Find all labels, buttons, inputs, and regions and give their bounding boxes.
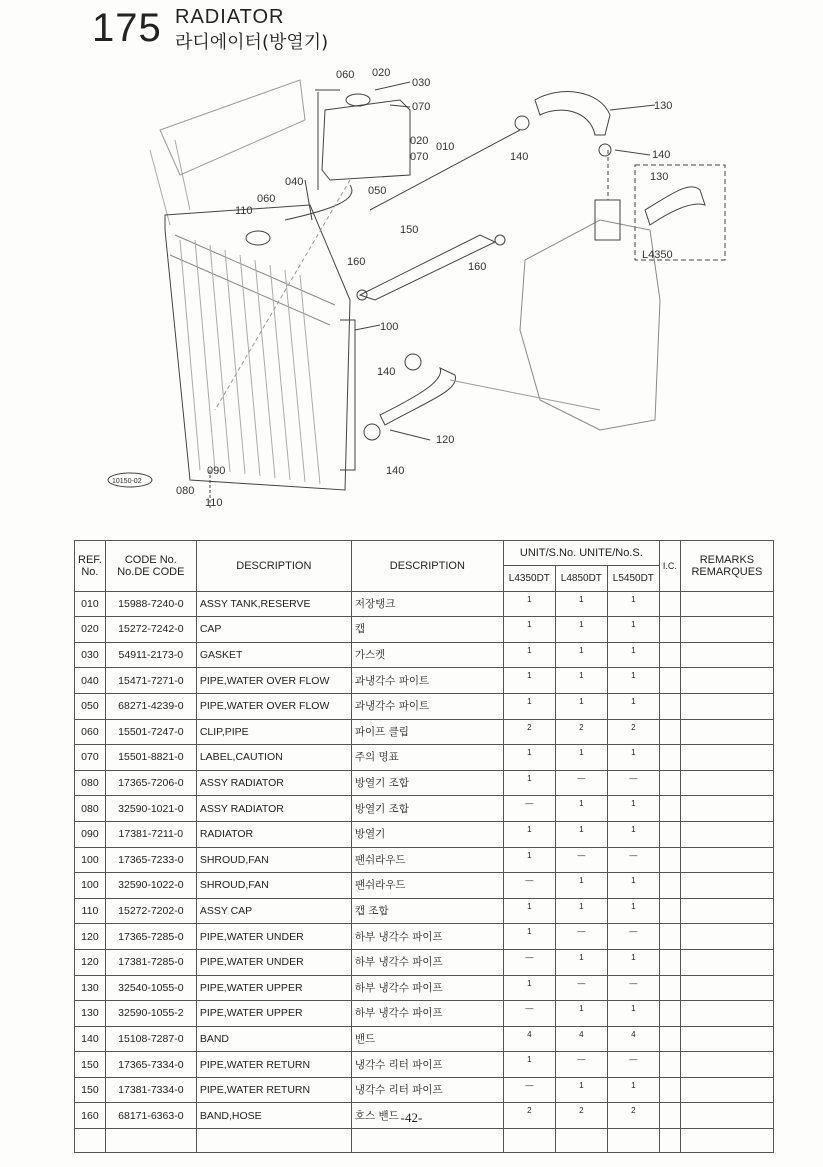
- ic-cell: [659, 1052, 680, 1078]
- ref-cell: 100: [75, 847, 106, 873]
- qty-cell: 1: [607, 668, 659, 694]
- remarks-cell: [680, 770, 773, 796]
- code-cell: 32590-1055-2: [105, 1001, 196, 1027]
- qty-cell: —: [607, 975, 659, 1001]
- description-cell: PIPE,WATER RETURN: [196, 1077, 351, 1103]
- table-row: [75, 745, 774, 771]
- code-cell: 17365-7285-0: [105, 924, 196, 950]
- remarks-cell: [680, 949, 773, 975]
- callout: 110: [205, 497, 223, 509]
- remarks-cell: [680, 796, 773, 822]
- korean-description-cell: 방열기 조합: [351, 796, 503, 822]
- ref-cell: 120: [75, 949, 106, 975]
- qty-cell: 1: [503, 745, 555, 771]
- ic-cell: [659, 949, 680, 975]
- table-row: [75, 847, 774, 873]
- ic-cell: [659, 1001, 680, 1027]
- korean-description-cell: 밴드: [351, 1026, 503, 1052]
- qty-cell: 1: [555, 821, 607, 847]
- remarks-cell: [680, 1052, 773, 1078]
- qty-cell: —: [503, 873, 555, 899]
- callout: 120: [436, 434, 455, 446]
- qty-cell: 1: [607, 642, 659, 668]
- empty-cell: [607, 1129, 659, 1153]
- qty-cell: 1: [555, 617, 607, 643]
- code-cell: 15108-7287-0: [105, 1026, 196, 1052]
- code-cell: 32590-1022-0: [105, 873, 196, 899]
- qty-cell: 1: [555, 949, 607, 975]
- remarks-cell: [680, 975, 773, 1001]
- qty-cell: 1: [555, 796, 607, 822]
- qty-cell: 4: [607, 1026, 659, 1052]
- header-ic: I.C.: [659, 541, 680, 592]
- ic-cell: [659, 719, 680, 745]
- callout: 060: [257, 193, 276, 205]
- qty-cell: 2: [503, 719, 555, 745]
- callout: 100: [380, 321, 399, 333]
- empty-cell: [659, 1129, 680, 1153]
- remarks-cell: [680, 719, 773, 745]
- qty-cell: 2: [607, 719, 659, 745]
- qty-cell: 1: [555, 693, 607, 719]
- ref-cell: 130: [75, 975, 106, 1001]
- table-row: [75, 770, 774, 796]
- header-description-kr: DESCRIPTION: [351, 541, 503, 592]
- korean-description-cell: 가스켓: [351, 642, 503, 668]
- ic-cell: [659, 617, 680, 643]
- ref-cell: 030: [75, 642, 106, 668]
- qty-cell: —: [555, 975, 607, 1001]
- qty-cell: —: [555, 770, 607, 796]
- callout: 130: [650, 171, 669, 183]
- callout: 140: [510, 151, 529, 163]
- description-cell: PIPE,WATER RETURN: [196, 1052, 351, 1078]
- code-cell: 32540-1055-0: [105, 975, 196, 1001]
- callout: 150: [400, 224, 419, 236]
- remarks-cell: [680, 898, 773, 924]
- header-code: CODE No. No.DE CODE: [105, 541, 196, 592]
- qty-cell: 1: [503, 1052, 555, 1078]
- qty-cell: 1: [607, 821, 659, 847]
- qty-cell: 1: [607, 873, 659, 899]
- empty-cell: [75, 1129, 106, 1153]
- ref-cell: 020: [75, 617, 106, 643]
- callout: 020: [372, 67, 391, 79]
- callout: 070: [410, 151, 429, 163]
- ref-cell: 040: [75, 668, 106, 694]
- table-row: [75, 924, 774, 950]
- ref-cell: 130: [75, 1001, 106, 1027]
- korean-description-cell: 하부 냉각수 파이프: [351, 975, 503, 1001]
- header-remarks: REMARKS REMARQUES: [680, 541, 773, 592]
- page-title: RADIATOR: [175, 6, 285, 28]
- remarks-cell: [680, 847, 773, 873]
- qty-cell: 2: [503, 1103, 555, 1129]
- table-row: [75, 1077, 774, 1103]
- code-cell: 17365-7206-0: [105, 770, 196, 796]
- qty-cell: —: [555, 847, 607, 873]
- table-row: [75, 1026, 774, 1052]
- table-row: [75, 617, 774, 643]
- header-description-en: DESCRIPTION: [196, 541, 351, 592]
- callout: 140: [652, 149, 671, 161]
- description-cell: PIPE,WATER UPPER: [196, 975, 351, 1001]
- ic-cell: [659, 770, 680, 796]
- ref-cell: 010: [75, 591, 106, 617]
- qty-cell: 1: [555, 668, 607, 694]
- table-row: [75, 591, 774, 617]
- code-cell: 15501-7247-0: [105, 719, 196, 745]
- description-cell: ASSY CAP: [196, 898, 351, 924]
- ref-cell: 150: [75, 1077, 106, 1103]
- qty-cell: 1: [607, 591, 659, 617]
- callout: 090: [207, 465, 226, 477]
- qty-cell: 1: [555, 1001, 607, 1027]
- callout: 160: [468, 261, 487, 273]
- korean-description-cell: 팬쉬라우드: [351, 847, 503, 873]
- callout: 080: [176, 485, 195, 497]
- qty-cell: 1: [607, 1077, 659, 1103]
- table-row: [75, 949, 774, 975]
- remarks-cell: [680, 642, 773, 668]
- remarks-cell: [680, 591, 773, 617]
- korean-description-cell: 하부 냉각수 파이프: [351, 1001, 503, 1027]
- qty-cell: 1: [503, 898, 555, 924]
- qty-cell: 1: [555, 1077, 607, 1103]
- description-cell: GASKET: [196, 642, 351, 668]
- callout: 020: [410, 135, 429, 147]
- callout: 030: [412, 77, 431, 89]
- code-cell: 15988-7240-0: [105, 591, 196, 617]
- ic-cell: [659, 873, 680, 899]
- inset-label: L4350: [642, 249, 673, 261]
- description-cell: SHROUD,FAN: [196, 847, 351, 873]
- description-cell: LABEL,CAUTION: [196, 745, 351, 771]
- qty-cell: —: [607, 847, 659, 873]
- korean-description-cell: 호스 밴드: [351, 1103, 503, 1129]
- qty-cell: 2: [607, 1103, 659, 1129]
- ref-cell: 090: [75, 821, 106, 847]
- empty-cell: [351, 1129, 503, 1153]
- qty-cell: 1: [607, 796, 659, 822]
- qty-cell: —: [607, 1052, 659, 1078]
- qty-cell: 1: [503, 693, 555, 719]
- code-cell: 15272-7202-0: [105, 898, 196, 924]
- description-cell: PIPE,WATER OVER FLOW: [196, 668, 351, 694]
- ref-cell: 110: [75, 898, 106, 924]
- code-cell: 17381-7285-0: [105, 949, 196, 975]
- table-row: [75, 642, 774, 668]
- qty-cell: 1: [503, 924, 555, 950]
- qty-cell: 4: [503, 1026, 555, 1052]
- description-cell: SHROUD,FAN: [196, 873, 351, 899]
- qty-cell: 1: [555, 642, 607, 668]
- description-cell: PIPE,WATER UNDER: [196, 949, 351, 975]
- ic-cell: [659, 642, 680, 668]
- ref-cell: 060: [75, 719, 106, 745]
- ref-stamp: 10150-02: [112, 478, 142, 485]
- callout: 050: [368, 185, 387, 197]
- qty-cell: 1: [607, 949, 659, 975]
- empty-cell: [196, 1129, 351, 1153]
- ic-cell: [659, 847, 680, 873]
- korean-description-cell: 방열기 조합: [351, 770, 503, 796]
- description-cell: ASSY RADIATOR: [196, 796, 351, 822]
- parts-table: [74, 540, 774, 1153]
- qty-cell: 1: [503, 821, 555, 847]
- qty-cell: 2: [555, 719, 607, 745]
- description-cell: RADIATOR: [196, 821, 351, 847]
- remarks-cell: [680, 924, 773, 950]
- page-section-number: 175: [92, 6, 162, 50]
- ref-cell: 100: [75, 873, 106, 899]
- ref-cell: 070: [75, 745, 106, 771]
- remarks-cell: [680, 821, 773, 847]
- qty-cell: —: [607, 924, 659, 950]
- qty-cell: 1: [503, 642, 555, 668]
- callout: 060: [336, 69, 355, 81]
- code-cell: 15501-8821-0: [105, 745, 196, 771]
- code-cell: 15272-7242-0: [105, 617, 196, 643]
- table-row: [75, 1001, 774, 1027]
- description-cell: CLIP,PIPE: [196, 719, 351, 745]
- ic-cell: [659, 745, 680, 771]
- qty-cell: 1: [503, 975, 555, 1001]
- code-cell: 17381-7211-0: [105, 821, 196, 847]
- ref-cell: 160: [75, 1103, 106, 1129]
- code-cell: 17381-7334-0: [105, 1077, 196, 1103]
- qty-cell: —: [503, 949, 555, 975]
- description-cell: CAP: [196, 617, 351, 643]
- reserve-tank-shape: [322, 100, 410, 180]
- table-row: [75, 975, 774, 1001]
- qty-cell: 1: [503, 591, 555, 617]
- callout: 110: [235, 205, 253, 217]
- ic-cell: [659, 796, 680, 822]
- callout: 010: [436, 141, 455, 153]
- qty-cell: 1: [607, 745, 659, 771]
- qty-cell: —: [607, 770, 659, 796]
- table-row-empty: [75, 1129, 774, 1153]
- ic-cell: [659, 668, 680, 694]
- code-cell: 15471-7271-0: [105, 668, 196, 694]
- qty-cell: 1: [555, 591, 607, 617]
- code-cell: 32590-1021-0: [105, 796, 196, 822]
- remarks-cell: [680, 1077, 773, 1103]
- korean-description-cell: 과냉각수 파이트: [351, 668, 503, 694]
- remarks-cell: [680, 693, 773, 719]
- qty-cell: 1: [607, 617, 659, 643]
- code-cell: 68171-6363-0: [105, 1103, 196, 1129]
- ref-cell: 050: [75, 693, 106, 719]
- code-cell: 17365-7233-0: [105, 847, 196, 873]
- korean-description-cell: 파이프 클립: [351, 719, 503, 745]
- qty-cell: 4: [555, 1026, 607, 1052]
- ic-cell: [659, 924, 680, 950]
- ic-cell: [659, 591, 680, 617]
- ic-cell: [659, 975, 680, 1001]
- korean-description-cell: 냉각수 리터 파이프: [351, 1077, 503, 1103]
- ref-cell: 080: [75, 770, 106, 796]
- code-cell: 17365-7334-0: [105, 1052, 196, 1078]
- page-subtitle: 라디에이터(방열기): [175, 32, 329, 53]
- qty-cell: —: [503, 796, 555, 822]
- ic-cell: [659, 1077, 680, 1103]
- qty-cell: 1: [503, 770, 555, 796]
- korean-description-cell: 하부 냉각수 파이프: [351, 949, 503, 975]
- code-cell: 54911-2173-0: [105, 642, 196, 668]
- callout: 140: [377, 366, 396, 378]
- table-row: [75, 719, 774, 745]
- description-cell: PIPE,WATER UPPER: [196, 1001, 351, 1027]
- table-row: [75, 668, 774, 694]
- remarks-cell: [680, 1001, 773, 1027]
- table-row: [75, 898, 774, 924]
- empty-cell: [105, 1129, 196, 1153]
- table-row: [75, 796, 774, 822]
- qty-cell: 1: [607, 1001, 659, 1027]
- qty-cell: —: [503, 1001, 555, 1027]
- table-row: [75, 1052, 774, 1078]
- remarks-cell: [680, 873, 773, 899]
- description-cell: BAND,HOSE: [196, 1103, 351, 1129]
- korean-description-cell: 과냉각수 파이트: [351, 693, 503, 719]
- qty-cell: 1: [503, 847, 555, 873]
- empty-cell: [503, 1129, 555, 1153]
- description-cell: ASSY RADIATOR: [196, 770, 351, 796]
- qty-cell: —: [555, 924, 607, 950]
- qty-cell: 1: [555, 873, 607, 899]
- callout: 130: [654, 100, 673, 112]
- qty-cell: 1: [607, 693, 659, 719]
- empty-cell: [555, 1129, 607, 1153]
- description-cell: BAND: [196, 1026, 351, 1052]
- korean-description-cell: 주의 명표: [351, 745, 503, 771]
- qty-cell: 1: [503, 617, 555, 643]
- qty-cell: 1: [555, 745, 607, 771]
- parts-table-body: [75, 591, 774, 1152]
- description-cell: PIPE,WATER OVER FLOW: [196, 693, 351, 719]
- remarks-cell: [680, 745, 773, 771]
- korean-description-cell: 캡: [351, 617, 503, 643]
- ic-cell: [659, 1026, 680, 1052]
- remarks-cell: [680, 668, 773, 694]
- qty-cell: —: [555, 1052, 607, 1078]
- ic-cell: [659, 898, 680, 924]
- ref-cell: 080: [75, 796, 106, 822]
- header-model: L4350DT: [503, 566, 555, 592]
- ref-cell: 150: [75, 1052, 106, 1078]
- ref-cell: 140: [75, 1026, 106, 1052]
- callout: 070: [412, 101, 431, 113]
- qty-cell: —: [503, 1077, 555, 1103]
- header-model: L4850DT: [555, 566, 607, 592]
- korean-description-cell: 팬쉬라우드: [351, 873, 503, 899]
- table-row: [75, 821, 774, 847]
- ref-cell: 120: [75, 924, 106, 950]
- table-row: [75, 873, 774, 899]
- header-unit: UNIT/S.No. UNITE/No.S.: [503, 541, 659, 566]
- qty-cell: 2: [555, 1103, 607, 1129]
- korean-description-cell: 냉각수 리터 파이프: [351, 1052, 503, 1078]
- header-ref: REF. No.: [75, 541, 106, 592]
- remarks-cell: [680, 1026, 773, 1052]
- header-model: L5450DT: [607, 566, 659, 592]
- korean-description-cell: 캡 조합: [351, 898, 503, 924]
- parts-diagram: [0, 0, 823, 540]
- page-number: -42-: [400, 1110, 423, 1125]
- ic-cell: [659, 821, 680, 847]
- korean-description-cell: 하부 냉각수 파이프: [351, 924, 503, 950]
- qty-cell: 1: [503, 668, 555, 694]
- korean-description-cell: 방열기: [351, 821, 503, 847]
- table-row: [75, 693, 774, 719]
- remarks-cell: [680, 617, 773, 643]
- ic-cell: [659, 693, 680, 719]
- callout: 040: [285, 176, 304, 188]
- empty-cell: [680, 1129, 773, 1153]
- callout: 140: [386, 465, 405, 477]
- description-cell: ASSY TANK,RESERVE: [196, 591, 351, 617]
- code-cell: 68271-4239-0: [105, 693, 196, 719]
- korean-description-cell: 저장탱크: [351, 591, 503, 617]
- description-cell: PIPE,WATER UNDER: [196, 924, 351, 950]
- callout: 160: [347, 256, 366, 268]
- qty-cell: 1: [555, 898, 607, 924]
- qty-cell: 1: [607, 898, 659, 924]
